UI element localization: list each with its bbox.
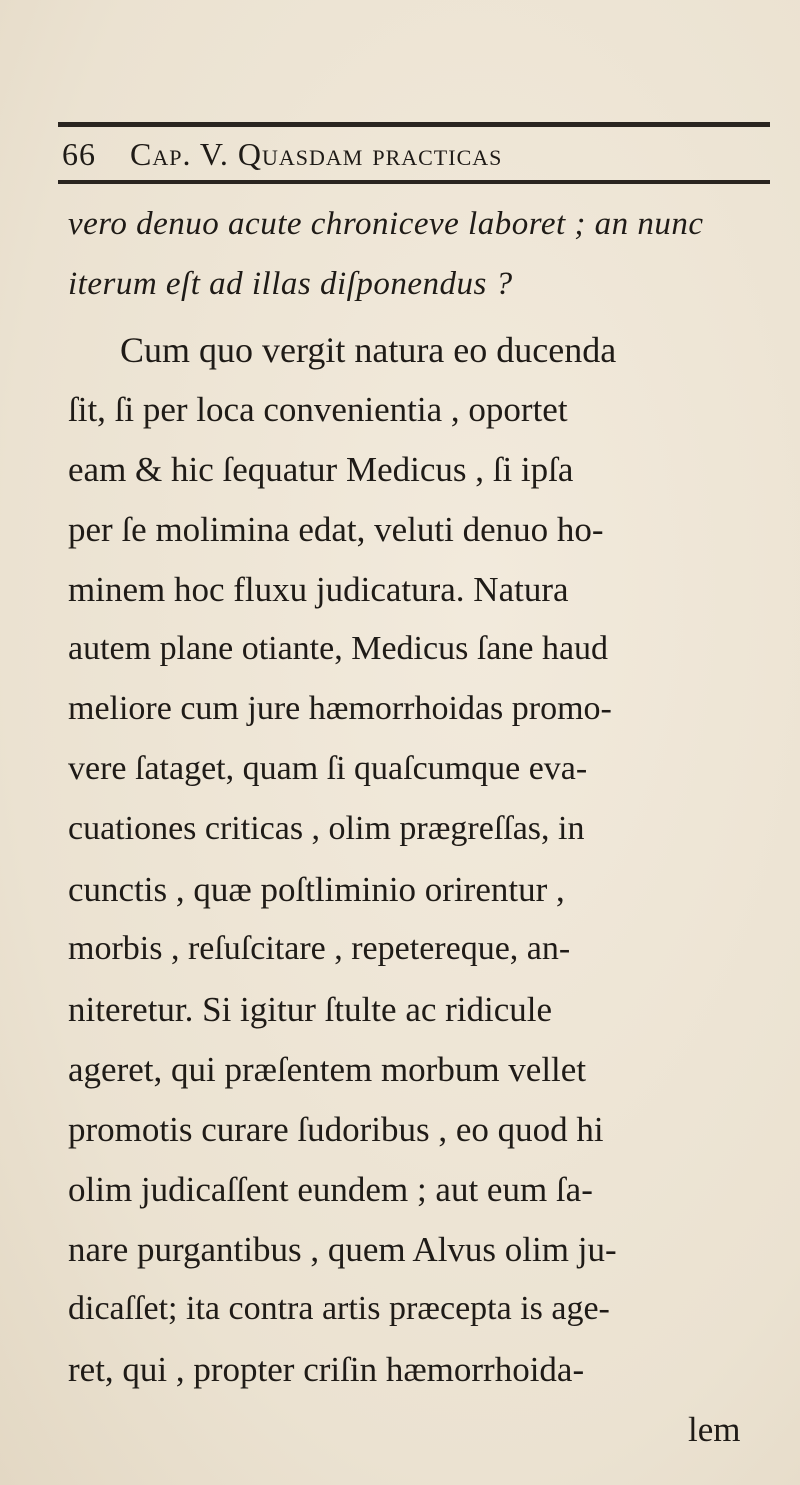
text-line-20: ret, qui , propter criſin hæmorrhoida- bbox=[68, 1350, 585, 1389]
text-line-12: cunctis , quæ poſtliminio orirentur , bbox=[68, 870, 565, 909]
page-number: 66 bbox=[62, 136, 96, 172]
text-line-13: morbis , reſuſcitare , repetereque, an- bbox=[68, 930, 571, 967]
text-line-17: olim judicaſſent eundem ; aut eum ſa- bbox=[68, 1170, 593, 1209]
text-line-16: promotis curare ſudoribus , eo quod hi bbox=[68, 1110, 604, 1149]
text-line-6: per ſe molimina edat, veluti denuo ho- bbox=[68, 510, 604, 549]
text-line-2: iterum eſt ad illas diſponendus ? bbox=[68, 266, 513, 302]
text-line-11: cuationes criticas , olim prægreſſas, in bbox=[68, 810, 585, 847]
text-line-9: meliore cum jure hæmorrhoidas promo- bbox=[68, 690, 612, 727]
text-line-7: minem hoc fluxu judicatura. Natura bbox=[68, 570, 569, 609]
text-line-18: nare purgantibus , quem Alvus olim ju- bbox=[68, 1230, 617, 1269]
text-line-3: Cum quo vergit natura eo ducenda bbox=[120, 330, 617, 370]
text-line-1: vero denuo acute chroniceve laboret ; an nunc bbox=[68, 206, 704, 242]
header-rule-top bbox=[58, 122, 770, 127]
page-header bbox=[62, 132, 762, 178]
text-line-4: ſit, ſi per loca convenientia , oportet bbox=[68, 390, 568, 429]
text-line-19: dicaſſet; ita contra artis præcepta is age- bbox=[68, 1290, 610, 1327]
text-line-8: autem plane otiante, Medicus ſane haud bbox=[68, 630, 609, 667]
header-rule-bottom bbox=[58, 180, 770, 184]
text-line-10: vere ſataget, quam ſi quaſcumque eva- bbox=[68, 750, 588, 787]
text-line-5: eam & hic ſequatur Medicus , ſi ipſa bbox=[68, 450, 574, 489]
catchword: lem bbox=[688, 1410, 741, 1449]
running-head: Cap. V. Quasdam practicas bbox=[130, 136, 503, 172]
text-line-15: ageret, qui præſentem morbum vellet bbox=[68, 1050, 587, 1089]
text-line-14: niteretur. Si igitur ſtulte ac ridicule bbox=[68, 990, 553, 1029]
